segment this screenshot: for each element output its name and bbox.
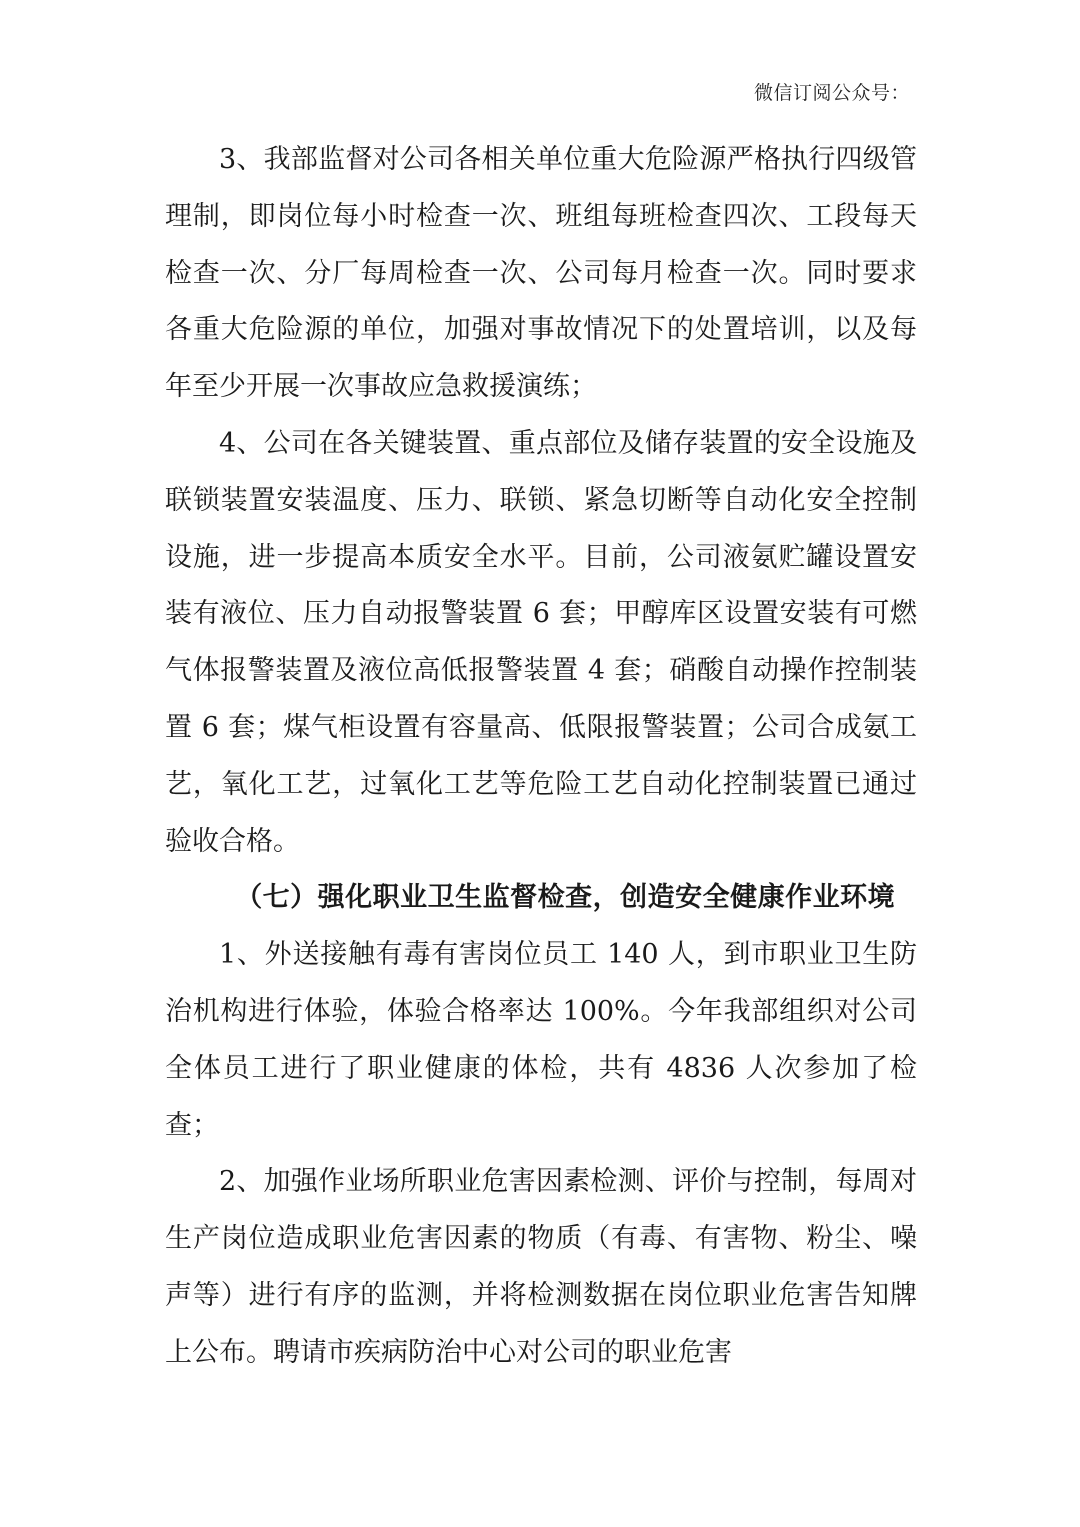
- subscription-note: 微信订阅公众号：: [753, 82, 910, 104]
- section-heading-7: （七）强化职业卫生监督检查，创造安全健康作业环境: [235, 882, 896, 914]
- paragraph-item-2: 2、加强作业场所职业危害因素检测、评价与控制，每周对生产岗位造成职业危害因素的物质（有毒、有害物、粉尘、噪声等）进行有序的监测，并将检测数据在岗位职业危害告知牌上公布。聘请市疾病防治中心对公司的职业危害: [165, 1166, 917, 1368]
- paragraph-item-4: 4、公司在各关键装置、重点部位及储存装置的安全设施及联锁装置安装温度、压力、联锁、紧急切断等自动化安全控制设施，进一步提高本质安全水平。目前，公司液氨贮罐设置安装有液位、压力自动报警装置 6 套；甲醇库区设置安装有可燃气体报警装置及液位高低报警装置 4 套；硝酸自动操作控制装置 6 套；煤气柜设置有容量高、低限报警装置；公司合成氨工艺，氧化工艺，过氧化工艺等危险工艺自动化控制装置已通过验收合格。: [165, 427, 917, 857]
- paragraph-item-1: 1、外送接触有毒有害岗位员工 140 人，到市职业卫生防治机构进行体验，体验合格率达 100%。今年我部组织对公司全体员工进行了职业健康的体检，共有 4836 人次参加了检查；: [165, 939, 917, 1141]
- document-body: [165, 132, 917, 1382]
- paragraph-item-3: 3、我部监督对公司各相关单位重大危险源严格执行四级管理制，即岗位每小时检查一次、班组每班检查四次、工段每天检查一次、分厂每周检查一次、公司每月检查一次。同时要求各重大危险源的单位，加强对事故情况下的处置培训，以及每年至少开展一次事故应急救援演练；: [165, 144, 917, 403]
